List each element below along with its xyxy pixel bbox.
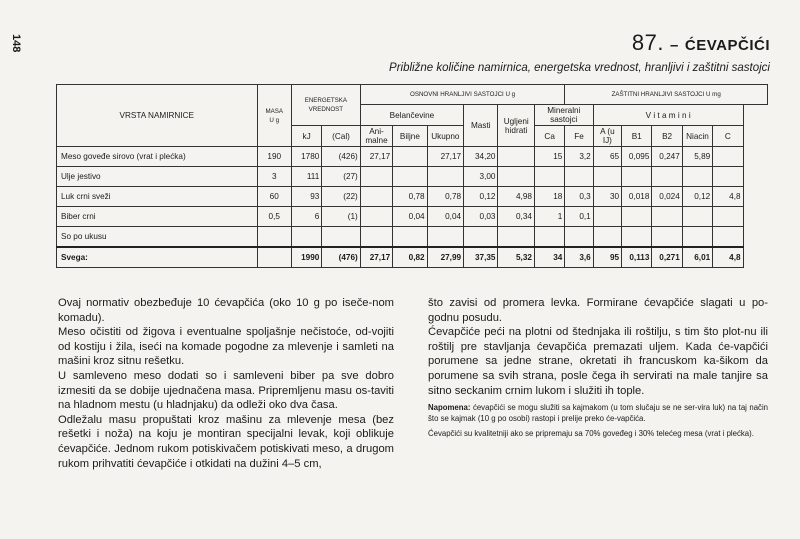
cell-b1 [622, 227, 652, 248]
cell-ugljeni [498, 227, 534, 248]
cell-fe: 3,2 [565, 147, 593, 167]
cell-c [713, 207, 743, 227]
cell-ca [534, 167, 564, 187]
header-ani: Ani-malne [360, 126, 392, 147]
cell-b1: 0,113 [622, 247, 652, 268]
cell-cal: (1) [322, 207, 360, 227]
cell-cal: (22) [322, 187, 360, 207]
note-paragraph [428, 402, 768, 424]
cell-masa: 0,5 [257, 207, 291, 227]
cell-name: Biber crni [57, 207, 258, 227]
note-paragraph-2: Ćevapčići su kvalitetniji ako se pripremaju sa 70% govеđeg i 30% telećeg mesa (vrat i plećka). [428, 429, 754, 439]
header-kj: kJ [291, 126, 321, 147]
cell-ukupno: 27,17 [427, 147, 463, 167]
cell-a [593, 207, 621, 227]
cell-kj [291, 227, 321, 248]
header-ugljeni: Ugljeni hidrati [498, 105, 534, 147]
cell-ca: 15 [534, 147, 564, 167]
header-cal: (Cal) [322, 126, 360, 147]
header-biljne: Biljne [393, 126, 427, 147]
recipe-number: 87. [631, 30, 664, 55]
table-row [57, 187, 768, 207]
cell-a: 30 [593, 187, 621, 207]
cell-c [713, 227, 743, 248]
table-total-row [57, 247, 768, 268]
text-column-right [428, 296, 768, 439]
cell-biljne [393, 167, 427, 187]
cell-masti [464, 227, 498, 248]
table-row [57, 207, 768, 227]
paragraph: Meso očistiti od žigova i eventualne spoljašnje nečistoće, od-vojiti od kostiju i žila, iseći na komade pogodne za mlevenje i samleti na mašini kroz sitnu rešetku. [58, 326, 394, 368]
table-subtitle: Približne količine namirnica, energetska vrednost, hranljivi i zaštitni sastojci [389, 62, 770, 74]
page-number: 148 [10, 34, 22, 53]
cell-masti: 3,00 [464, 167, 498, 187]
cell-ugljeni: 0,34 [498, 207, 534, 227]
cell-masa [257, 227, 291, 248]
paragraph: U samleveno meso dodati so i samleveni biber pa sve dobro izmesiti da se dobije ujednačena masa. Pripremljenu masu os-taviti na hladnom mestu (u hladnjaku) da odleži oko dva časa. [58, 369, 394, 412]
cell-b1: 0,095 [622, 147, 652, 167]
cell-ca [534, 227, 564, 248]
table-body [57, 147, 768, 268]
cell-a: 65 [593, 147, 621, 167]
cell-niacin: 5,89 [682, 147, 712, 167]
cell-name: Svega: [57, 247, 258, 268]
cell-niacin [682, 227, 712, 248]
paragraph: Odležalu masu propuštati kroz mašinu za mlevenje mesa (bez rešetki i noža) na koju je montiran specijalni levak, koji oblikuje ćevapčiće. Jednom rukom potiskivačem potiskivati meso, a drugom rukom prihvatiti ćevapčiće i otkidati na dužini 4–5 cm, [58, 413, 394, 470]
cell-cal: (476) [322, 247, 360, 268]
cell-fe: 3,6 [565, 247, 593, 268]
cell-ani [360, 187, 392, 207]
cell-masti: 34,20 [464, 147, 498, 167]
cell-masa: 3 [257, 167, 291, 187]
cell-masti: 0,03 [464, 207, 498, 227]
cell-ani [360, 207, 392, 227]
cell-fe: 0,1 [565, 207, 593, 227]
cell-niacin: 6,01 [682, 247, 712, 268]
cell-ukupno: 0,04 [427, 207, 463, 227]
note-text: ćevapčići se mogu služiti sa kajmakom (u tom slučaju se ne ser-vira luk) na taj način što se kajmak (10 g po osobi) rastopi i prelije preko će-vapčića. [428, 403, 769, 424]
cell-ani [360, 167, 392, 187]
cell-ukupno: 27,99 [427, 247, 463, 268]
recipe-title [632, 30, 770, 56]
cell-masa: 190 [257, 147, 291, 167]
cell-cal [322, 227, 360, 248]
cell-ugljeni: 4,98 [498, 187, 534, 207]
cell-ca: 18 [534, 187, 564, 207]
header-ukupno: Ukupno [427, 126, 463, 147]
cell-ugljeni: 5,32 [498, 247, 534, 268]
cell-ca: 1 [534, 207, 564, 227]
cell-a: 95 [593, 247, 621, 268]
text-column-left [58, 296, 394, 471]
header-b1: B1 [622, 126, 652, 147]
cell-c [713, 147, 743, 167]
cell-ukupno [427, 227, 463, 248]
cell-niacin: 0,12 [682, 187, 712, 207]
cell-b2 [652, 227, 682, 248]
cell-masa: 60 [257, 187, 291, 207]
header-a: A (u IJ) [593, 126, 621, 147]
cell-ani: 27,17 [360, 247, 392, 268]
cell-biljne: 0,04 [393, 207, 427, 227]
header-zastitni: ZAŠTITNI HRANLJIVI SASTOJCI U mg [565, 85, 768, 105]
cell-name: Luk crni sveži [57, 187, 258, 207]
cell-ukupno: 0,78 [427, 187, 463, 207]
cell-masti: 0,12 [464, 187, 498, 207]
cell-ani: 27,17 [360, 147, 392, 167]
header-vrsta: VRSTA NAMIRNICE [57, 85, 258, 147]
cell-kj: 1990 [291, 247, 321, 268]
header-ca: Ca [534, 126, 564, 147]
header-c: C [713, 126, 743, 147]
recipe-dash: – [670, 37, 679, 54]
cell-b1 [622, 207, 652, 227]
cell-masti: 37,35 [464, 247, 498, 268]
cell-ugljeni [498, 167, 534, 187]
cell-biljne: 0,82 [393, 247, 427, 268]
recipe-name: ĆEVAPČIĆI [684, 37, 770, 54]
cell-niacin [682, 207, 712, 227]
paragraph: što zavisi od promera levka. Formirane ćevapčiće slagati u po-godnu posudu. [428, 297, 768, 324]
cell-a [593, 167, 621, 187]
table-row [57, 227, 768, 248]
cell-c: 4,8 [713, 187, 743, 207]
cell-biljne [393, 147, 427, 167]
cell-b2 [652, 167, 682, 187]
cell-cal: (27) [322, 167, 360, 187]
cell-name: So po ukusu [57, 227, 258, 248]
cell-b2 [652, 207, 682, 227]
header-fe: Fe [565, 126, 593, 147]
cell-b2: 0,024 [652, 187, 682, 207]
cell-kj: 1780 [291, 147, 321, 167]
note-label: Napomena: [428, 403, 471, 413]
header-niacin: Niacin [682, 126, 712, 147]
cell-b2: 0,271 [652, 247, 682, 268]
cell-b2: 0,247 [652, 147, 682, 167]
cell-ani [360, 227, 392, 248]
header-minerali: Mineralni sastojci [534, 105, 593, 126]
cell-kj: 111 [291, 167, 321, 187]
nutrition-table-wrap [56, 84, 768, 268]
cell-ukupno [427, 167, 463, 187]
paragraph: Ćevapčiće peći na plotni od štednjaka ili roštilju, s tim što plot-nu ili roštilj pre stavljanja ćevapčića premazati uljem. Kada će-vapčići porumene sa jedne strane, okretati ih francuskom ka-šikom da porumene sa svih strana, posle čega ih servirati na male tanjire sa sitno seckanim crnim lukom i služiti ih tople. [428, 326, 768, 397]
cell-b1: 0,018 [622, 187, 652, 207]
cell-fe [565, 227, 593, 248]
paragraph: Ovaj normativ obezbeđuje 10 ćevapčića (oko 10 g po iseče-nom komadu). [58, 297, 394, 324]
cell-c: 4,8 [713, 247, 743, 268]
header-masti: Masti [464, 105, 498, 147]
cell-name: Ulje jestivo [57, 167, 258, 187]
table-row [57, 167, 768, 187]
cell-name: Meso goveđe sirovo (vrat i plećka) [57, 147, 258, 167]
cell-fe: 0,3 [565, 187, 593, 207]
cell-kj: 93 [291, 187, 321, 207]
header-vitamini: V i t a m i n i [593, 105, 743, 126]
header-masa: MASA U g [257, 85, 291, 147]
cell-c [713, 167, 743, 187]
cell-a [593, 227, 621, 248]
cell-ugljeni [498, 147, 534, 167]
cell-kj: 6 [291, 207, 321, 227]
cell-cal: (426) [322, 147, 360, 167]
cell-b1 [622, 167, 652, 187]
header-b2: B2 [652, 126, 682, 147]
nutrition-table [56, 84, 768, 268]
cell-fe [565, 167, 593, 187]
header-osnovni: OSNOVNI HRANLJIVI SASTOJCI U g [360, 85, 565, 105]
cell-niacin [682, 167, 712, 187]
cell-biljne [393, 227, 427, 248]
cell-masa [257, 247, 291, 268]
cell-biljne: 0,78 [393, 187, 427, 207]
header-energ: ENERGETSKA VREDNOST [291, 85, 360, 126]
cell-ca: 34 [534, 247, 564, 268]
table-row [57, 147, 768, 167]
header-belancevine: Belančevine [360, 105, 463, 126]
